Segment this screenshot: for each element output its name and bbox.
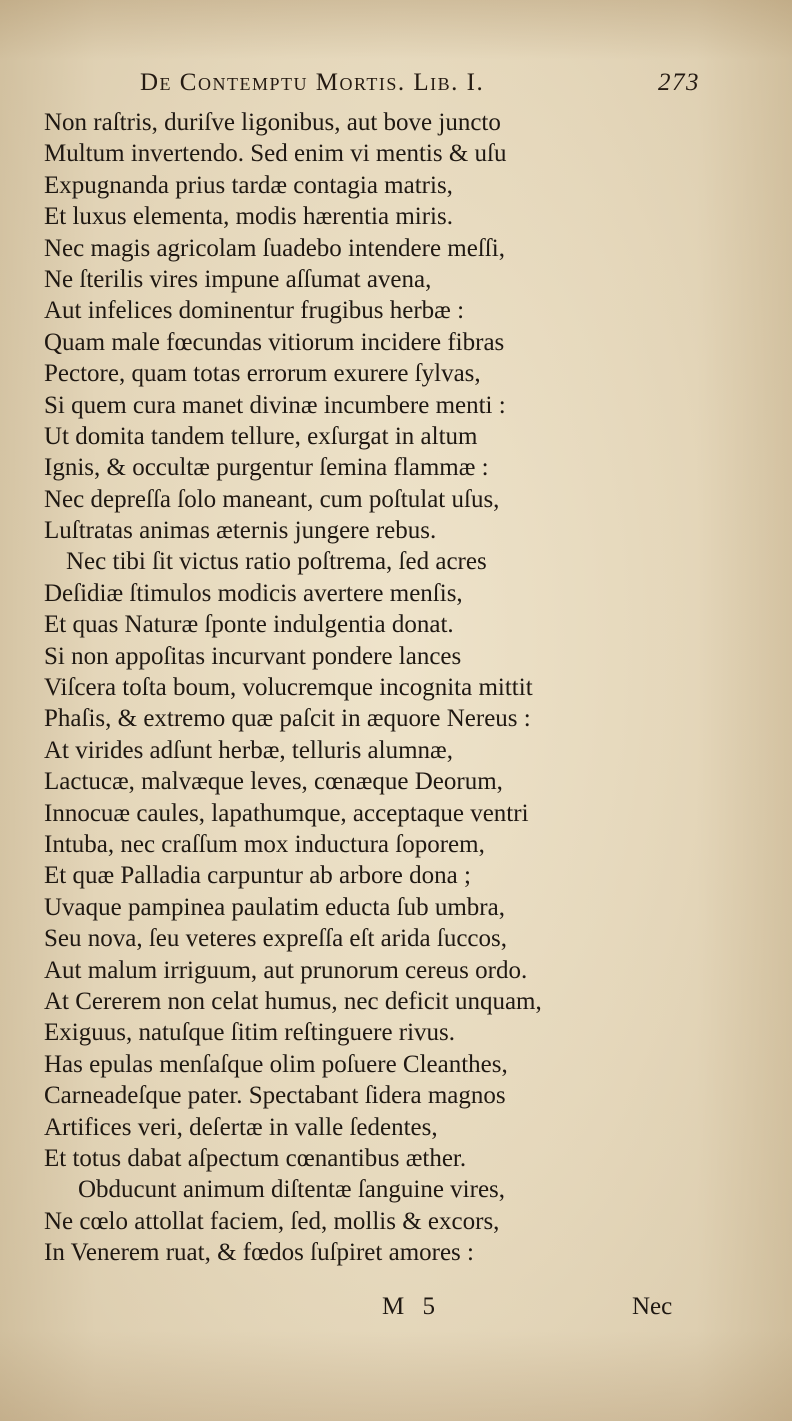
signature-mark: M 5 (382, 1293, 441, 1320)
verse-line: Expugnanda prius tardæ contagia matris, (44, 171, 453, 199)
verse-line: Phaſis, & extremo quæ paſcit in æquore Nereus : (44, 705, 531, 733)
verse-line: Has epulas menſaſque olim poſuere Cleanthes, (44, 1050, 508, 1078)
verse-line: Aut infelices dominentur frugibus herbæ : (44, 297, 465, 325)
verse-line: Artifices veri, deſertæ in valle ſedentes, (44, 1113, 438, 1141)
verse-line: Pectore, quam totas errorum exurere ſylvas, (44, 360, 481, 388)
verse-line: Deſidiæ ſtimulos modicis avertere menſis, (44, 579, 463, 607)
verse-line: Obducunt animum diſtentæ ſanguine vires, (78, 1176, 506, 1204)
running-head (140, 66, 740, 100)
verse-line: Ut domita tandem tellure, exſurgat in altum (44, 422, 478, 450)
verse-line: Uvaque pampinea paulatim educta ſub umbra, (44, 893, 505, 921)
verse-line: Viſcera toſta boum, volucremque incognita mittit (44, 674, 533, 702)
page-edge-stain-bottom (0, 1331, 792, 1421)
verse-line: Carneadeſque pater. Spectabant ſidera magnos (44, 1082, 506, 1110)
verse-line: Nec tibi ſit victus ratio poſtrema, ſed acres (66, 548, 487, 576)
verse-block (44, 107, 744, 1268)
page-number: 273 (658, 69, 700, 96)
verse-line: Exiguus, natuſque ſitim reſtinguere rivus. (44, 1019, 456, 1047)
verse-line: Et quas Naturæ ſponte indulgentia donat. (44, 611, 454, 639)
verse-line: Luſtratas animas æternis jungere rebus. (44, 517, 437, 545)
verse-line: Innocuæ caules, lapathumque, acceptaque ventri (44, 799, 529, 827)
verse-line: At Cererem non celat humus, nec deficit unquam, (44, 987, 542, 1015)
running-head-title: De Contemptu Mortis. Lib. I. (140, 69, 485, 96)
verse-line: Si non appoſitas incurvant pondere lances (44, 642, 462, 670)
verse-line: In Venerem ruat, & fœdos ſuſpiret amores : (44, 1239, 474, 1267)
verse-line: Seu nova, ſeu veteres expreſſa eſt arida ſuccos, (44, 925, 508, 953)
catchword: Nec (632, 1293, 673, 1320)
page-edge-stain-top (0, 0, 792, 60)
verse-line: Nec magis agricolam ſuadebo intendere meſſi, (44, 234, 505, 262)
verse-line: Ne ſterilis vires impune aſſumat avena, (44, 265, 432, 293)
verse-line: Quam male fœcundas vitiorum incidere fibras (44, 328, 505, 356)
verse-line: Non raſtris, duriſve ligonibus, aut bove juncto (44, 109, 501, 136)
verse-line: Ignis, & occultæ purgentur ſemina flammæ : (44, 454, 489, 482)
verse-line: Et quæ Palladia carpuntur ab arbore dona ; (44, 862, 471, 890)
verse-line: Intuba, nec craſſum mox inductura ſoporem, (44, 830, 485, 858)
verse-line: Si quem cura manet divinæ incumbere menti : (44, 391, 506, 419)
verse-line: Multum invertendo. Sed enim vi mentis & uſu (44, 140, 507, 168)
verse-line: Lactucæ, malvæque leves, cœnæque Deorum, (44, 768, 503, 796)
verse-line: Et luxus elementa, modis hærentia miris. (44, 203, 453, 231)
verse-line: Nec depreſſa ſolo maneant, cum poſtulat uſus, (44, 485, 500, 513)
verse-line: At virides adſunt herbæ, telluris alumnæ, (44, 736, 453, 764)
verse-line: Aut malum irriguum, aut prunorum cereus ordo. (44, 956, 528, 984)
verse-line: Ne cœlo attollat faciem, ſed, mollis & excors, (44, 1207, 500, 1235)
verse-line: Et totus dabat aſpectum cœnantibus æther. (44, 1144, 467, 1172)
